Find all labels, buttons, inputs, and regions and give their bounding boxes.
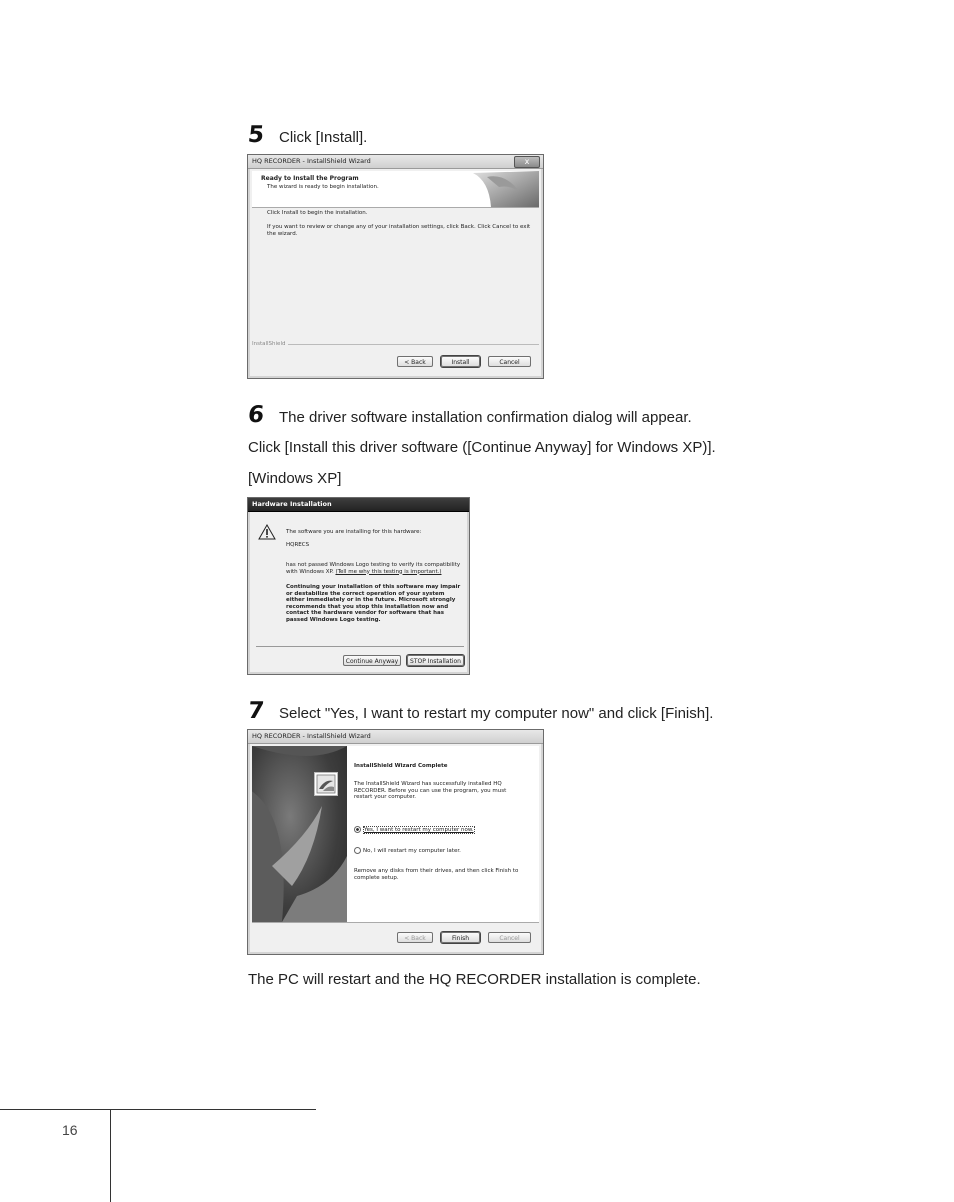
hardware-intro: The software you are installing for this hardware:	[286, 529, 422, 535]
restart-now-label[interactable]: Yes, I want to restart my computer now.	[364, 827, 474, 833]
dialog-titlebar	[248, 155, 543, 169]
step-number: 6	[246, 402, 266, 428]
install-instruction: Click Install to begin the installation.	[267, 210, 368, 216]
continue-anyway-button[interactable]: Continue Anyway	[343, 655, 401, 666]
divider	[252, 922, 539, 923]
step-5	[248, 122, 367, 148]
step-number: 5	[246, 122, 266, 148]
warning-icon	[258, 524, 276, 540]
divider	[256, 646, 464, 647]
why-testing-link[interactable]: (Tell me why this testing is important.)	[335, 568, 442, 575]
device-name: HQRECS	[286, 542, 310, 548]
cancel-button[interactable]: Cancel	[488, 932, 531, 943]
step-text: The driver software installation confirmation dialog will appear.	[279, 409, 692, 426]
dialog-title: HQ RECORDER - InstallShield Wizard	[252, 157, 371, 165]
footer-rule	[0, 1109, 316, 1110]
dialog-title: HQ RECORDER - InstallShield Wizard	[252, 732, 371, 740]
step-6	[248, 402, 692, 428]
footer-vertical-rule	[110, 1109, 111, 1202]
stop-installation-button[interactable]: STOP Installation	[407, 655, 464, 666]
install-review-text: If you want to review or change any of your installation settings, click Back. Click Cancel to exit the wizard.	[267, 224, 531, 237]
step-text: Select "Yes, I want to restart my computer now" and click [Finish].	[279, 705, 714, 722]
wizard-complete-heading: InstallShield Wizard Complete	[354, 763, 448, 769]
banner-title: Ready to Install the Program	[261, 175, 359, 182]
wizard-content-panel	[347, 746, 539, 922]
wizard-banner	[252, 171, 539, 208]
step-text: Click [Install].	[279, 129, 368, 146]
restart-later-label[interactable]: No, I will restart my computer later.	[363, 848, 461, 854]
radio-selected-icon[interactable]	[354, 826, 361, 833]
install-button[interactable]: Install	[441, 356, 480, 367]
remove-disks-text: Remove any disks from their drives, and then click Finish to complete setup.	[354, 868, 519, 881]
restart-later-option[interactable]	[354, 847, 529, 855]
install-success-text: The InstallShield Wizard has successfully installed HQ RECORDER. Before you can use the program, you must restart your computer.	[354, 781, 507, 800]
close-button[interactable]: x	[514, 156, 540, 168]
banner-subtitle: The wizard is ready to begin installation.	[267, 184, 379, 190]
wizard-side-art	[252, 746, 347, 922]
dialog-titlebar	[248, 498, 469, 512]
logo-test-text	[286, 562, 466, 575]
logo-test-message: has not passed Windows Logo testing to verify its compatibility with Windows XP.	[286, 562, 461, 575]
installshield-brand: InstallShield	[252, 341, 286, 347]
step-number: 7	[246, 698, 266, 724]
installshield-art-icon	[469, 171, 539, 207]
dialog-title: Hardware Installation	[252, 500, 332, 508]
radio-unselected-icon[interactable]	[354, 847, 361, 854]
restart-now-option[interactable]	[354, 826, 529, 834]
windows-xp-label: [Windows XP]	[248, 470, 342, 487]
wizard-complete-dialog	[247, 729, 544, 955]
install-wizard-dialog	[247, 154, 544, 379]
back-button[interactable]: < Back	[397, 356, 433, 367]
step-7	[248, 698, 713, 724]
warning-text: Continuing your installation of this software may impair or destabilize the correct operation of your system either immediately or in the future. Microsoft strongly recommends that you stop this installation now and contact the hardware vendor for software that has passed Windows Logo testing.	[286, 584, 461, 623]
back-button[interactable]: < Back	[397, 932, 433, 943]
page-number: 16	[62, 1122, 78, 1138]
closing-text: The PC will restart and the HQ RECORDER installation is complete.	[248, 971, 701, 988]
divider	[288, 344, 539, 345]
finish-button[interactable]: Finish	[441, 932, 480, 943]
hardware-installation-dialog	[247, 497, 470, 675]
dialog-titlebar	[248, 730, 543, 744]
cancel-button[interactable]: Cancel	[488, 356, 531, 367]
installer-logo-icon	[314, 772, 338, 796]
install-driver-instruction: Click [Install this driver software ([Continue Anyway] for Windows XP)].	[248, 439, 716, 456]
